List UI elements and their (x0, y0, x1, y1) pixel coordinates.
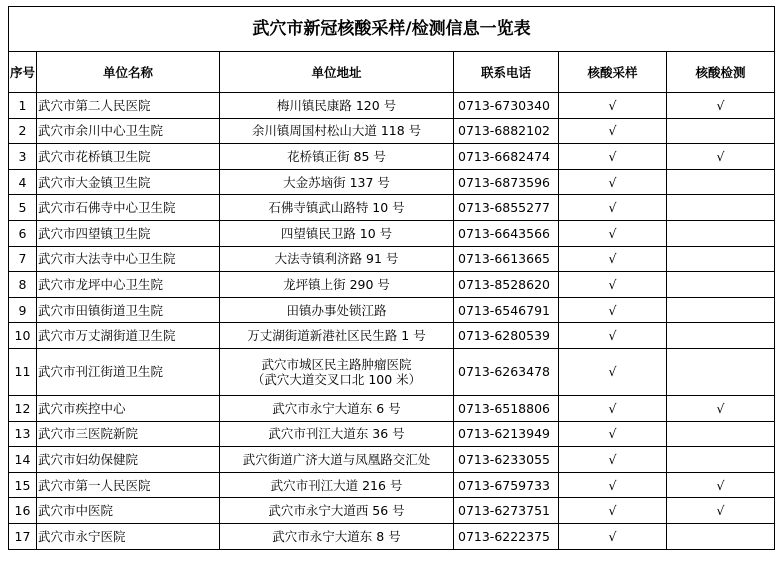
row-number: 9 (9, 297, 37, 323)
unit-name: 武穴市妇幼保健院 (37, 447, 220, 473)
table-row (9, 348, 775, 395)
contact-phone: 0713-8528620 (454, 272, 559, 298)
testing-mark (667, 297, 775, 323)
table-row (9, 93, 775, 119)
row-number: 12 (9, 395, 37, 421)
unit-name: 武穴市疾控中心 (37, 395, 220, 421)
table-row (9, 297, 775, 323)
unit-address: 万丈湖街道新港社区民生路 1 号 (220, 323, 454, 349)
sampling-mark: √ (559, 395, 667, 421)
row-number: 1 (9, 93, 37, 119)
sampling-mark: √ (559, 472, 667, 498)
row-number: 15 (9, 472, 37, 498)
unit-name: 武穴市中医院 (37, 498, 220, 524)
row-number: 8 (9, 272, 37, 298)
row-number: 17 (9, 523, 37, 549)
contact-phone: 0713-6213949 (454, 421, 559, 447)
header-name: 单位名称 (37, 52, 220, 93)
unit-address: 花桥镇正街 85 号 (220, 144, 454, 170)
header-no: 序号 (9, 52, 37, 93)
testing-mark (667, 447, 775, 473)
info-sheet (8, 6, 774, 550)
contact-phone: 0713-6730340 (454, 93, 559, 119)
row-number: 13 (9, 421, 37, 447)
testing-mark: √ (667, 144, 775, 170)
header-testing: 核酸检测 (667, 52, 775, 93)
sampling-mark: √ (559, 144, 667, 170)
unit-name: 武穴市第二人民医院 (37, 93, 220, 119)
contact-phone: 0713-6613665 (454, 246, 559, 272)
row-number: 14 (9, 447, 37, 473)
unit-name: 武穴市三医院新院 (37, 421, 220, 447)
sampling-mark: √ (559, 195, 667, 221)
testing-mark: √ (667, 93, 775, 119)
contact-phone: 0713-6280539 (454, 323, 559, 349)
table-row (9, 220, 775, 246)
unit-name: 武穴市田镇街道卫生院 (37, 297, 220, 323)
unit-name: 武穴市龙坪中心卫生院 (37, 272, 220, 298)
unit-address: 田镇办事处锁江路 (220, 297, 454, 323)
sampling-mark: √ (559, 246, 667, 272)
sampling-mark: √ (559, 523, 667, 549)
row-number: 7 (9, 246, 37, 272)
header-address: 单位地址 (220, 52, 454, 93)
unit-address: 武穴市永宁大道东 8 号 (220, 523, 454, 549)
testing-mark (667, 323, 775, 349)
testing-mark: √ (667, 395, 775, 421)
contact-phone: 0713-6759733 (454, 472, 559, 498)
testing-mark (667, 220, 775, 246)
header-phone: 联系电话 (454, 52, 559, 93)
table-row (9, 144, 775, 170)
unit-address: 大法寺镇利济路 91 号 (220, 246, 454, 272)
unit-address: 武穴市刊江大道东 36 号 (220, 421, 454, 447)
contact-phone: 0713-6643566 (454, 220, 559, 246)
testing-mark: √ (667, 498, 775, 524)
contact-phone: 0713-6546791 (454, 297, 559, 323)
row-number: 4 (9, 169, 37, 195)
testing-mark (667, 118, 775, 144)
sampling-mark: √ (559, 220, 667, 246)
sampling-mark: √ (559, 169, 667, 195)
contact-phone: 0713-6273751 (454, 498, 559, 524)
sampling-mark: √ (559, 323, 667, 349)
unit-address-line: 武穴市城区民主路肿瘤医院 (261, 356, 412, 372)
table-row (9, 498, 775, 524)
table-row (9, 523, 775, 549)
testing-mark (667, 272, 775, 298)
unit-address: 四望镇民卫路 10 号 (220, 220, 454, 246)
testing-mark (667, 195, 775, 221)
sampling-mark: √ (559, 297, 667, 323)
unit-name: 武穴市刊江街道卫生院 (37, 348, 220, 395)
unit-address: 武穴市永宁大道东 6 号 (220, 395, 454, 421)
info-table (8, 6, 775, 550)
header-row (9, 52, 775, 93)
table-row (9, 447, 775, 473)
unit-name: 武穴市大金镇卫生院 (37, 169, 220, 195)
title-row (9, 7, 775, 52)
contact-phone: 0713-6233055 (454, 447, 559, 473)
table-row (9, 246, 775, 272)
row-number: 5 (9, 195, 37, 221)
contact-phone: 0713-6263478 (454, 348, 559, 395)
sampling-mark: √ (559, 447, 667, 473)
contact-phone: 0713-6855277 (454, 195, 559, 221)
sampling-mark: √ (559, 421, 667, 447)
unit-address: 武穴街道广济大道与凤凰路交汇处 (220, 447, 454, 473)
contact-phone: 0713-6682474 (454, 144, 559, 170)
testing-mark (667, 348, 775, 395)
unit-address: 龙坪镇上街 290 号 (220, 272, 454, 298)
unit-address: 石佛寺镇武山路特 10 号 (220, 195, 454, 221)
unit-address: 余川镇周国村松山大道 118 号 (220, 118, 454, 144)
unit-name: 武穴市永宁医院 (37, 523, 220, 549)
table-row (9, 272, 775, 298)
row-number: 11 (9, 348, 37, 395)
unit-name: 武穴市第一人民医院 (37, 472, 220, 498)
contact-phone: 0713-6518806 (454, 395, 559, 421)
table-row (9, 421, 775, 447)
table-row (9, 395, 775, 421)
testing-mark (667, 421, 775, 447)
row-number: 16 (9, 498, 37, 524)
sampling-mark: √ (559, 498, 667, 524)
unit-address: 武穴市刊江大道 216 号 (220, 472, 454, 498)
row-number: 2 (9, 118, 37, 144)
unit-name: 武穴市四望镇卫生院 (37, 220, 220, 246)
contact-phone: 0713-6222375 (454, 523, 559, 549)
table-row (9, 323, 775, 349)
testing-mark (667, 523, 775, 549)
unit-address (220, 348, 454, 395)
sampling-mark: √ (559, 272, 667, 298)
unit-address-line: （武穴大道交叉口北 100 米） (251, 371, 422, 387)
testing-mark (667, 246, 775, 272)
unit-name: 武穴市石佛寺中心卫生院 (37, 195, 220, 221)
table-title: 武穴市新冠核酸采样/检测信息一览表 (9, 7, 775, 52)
unit-name: 武穴市万丈湖街道卫生院 (37, 323, 220, 349)
table-row (9, 118, 775, 144)
testing-mark: √ (667, 472, 775, 498)
sampling-mark: √ (559, 348, 667, 395)
unit-name: 武穴市花桥镇卫生院 (37, 144, 220, 170)
contact-phone: 0713-6882102 (454, 118, 559, 144)
sampling-mark: √ (559, 93, 667, 119)
contact-phone: 0713-6873596 (454, 169, 559, 195)
row-number: 3 (9, 144, 37, 170)
table-row (9, 195, 775, 221)
table-row (9, 472, 775, 498)
row-number: 10 (9, 323, 37, 349)
unit-address: 大金苏垴街 137 号 (220, 169, 454, 195)
row-number: 6 (9, 220, 37, 246)
table-row (9, 169, 775, 195)
unit-address: 梅川镇民康路 120 号 (220, 93, 454, 119)
sampling-mark: √ (559, 118, 667, 144)
unit-address: 武穴市永宁大道西 56 号 (220, 498, 454, 524)
header-sampling: 核酸采样 (559, 52, 667, 93)
testing-mark (667, 169, 775, 195)
unit-name: 武穴市余川中心卫生院 (37, 118, 220, 144)
unit-name: 武穴市大法寺中心卫生院 (37, 246, 220, 272)
